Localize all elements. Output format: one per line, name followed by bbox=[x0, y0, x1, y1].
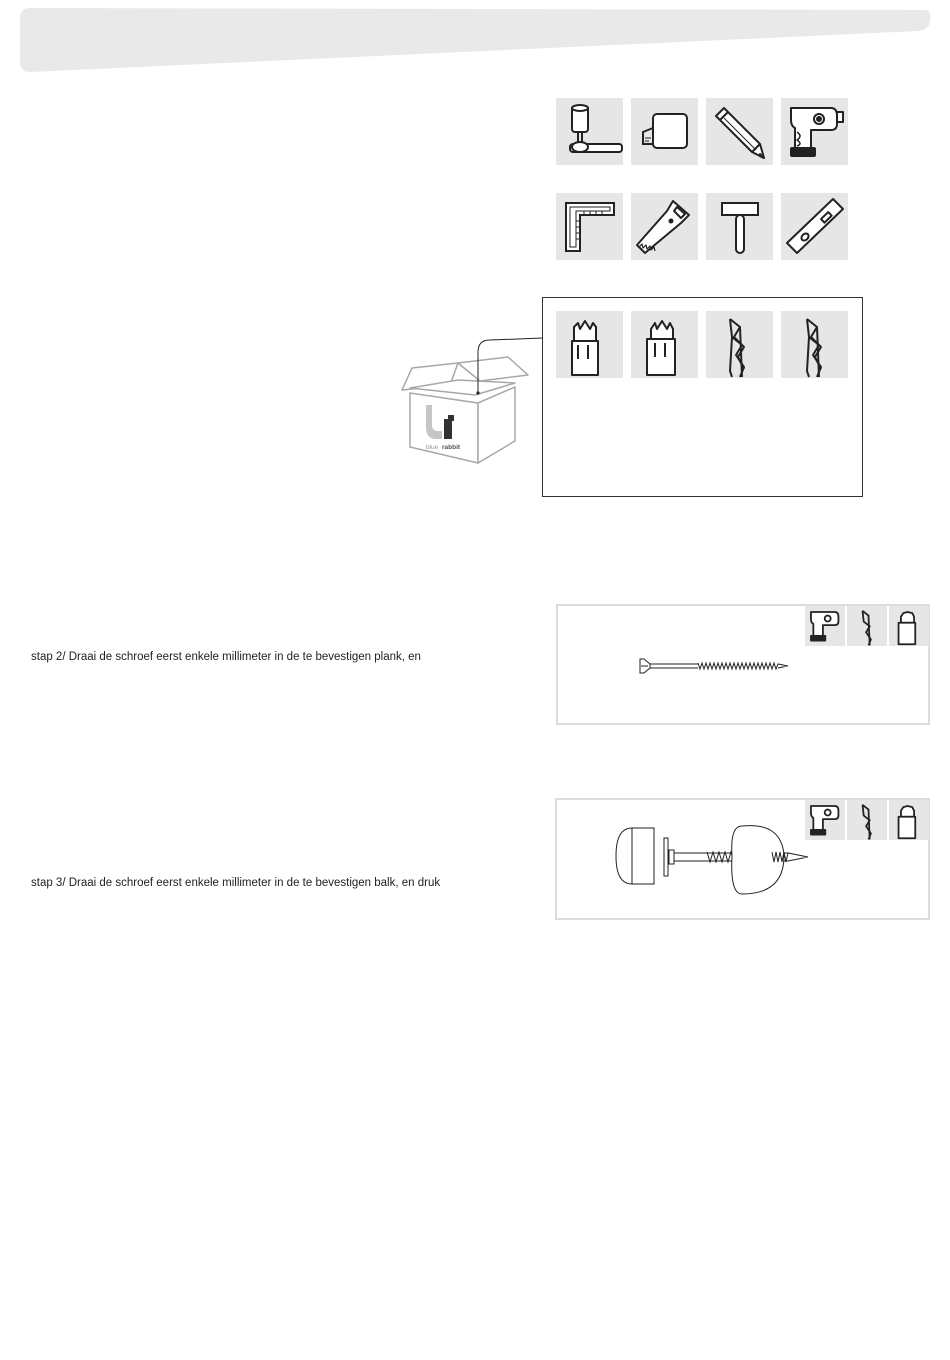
step-3-text: stap 3/ Draai de schroef eerst enkele millimeter in de te bevestigen balk, en druk bbox=[31, 877, 441, 889]
drill-bit-icon bbox=[847, 606, 887, 646]
pencil-icon bbox=[706, 98, 773, 165]
torx-bit-icon bbox=[631, 311, 698, 378]
tool-tile-tape-measure bbox=[631, 98, 698, 165]
tool-tile-socket-wrench bbox=[556, 98, 623, 165]
torx-bit-icon bbox=[889, 606, 929, 646]
power-drill-icon bbox=[781, 98, 848, 165]
step-2-text: stap 2/ Draai de schroef eerst enkele millimeter in de te bevestigen plank, en bbox=[31, 651, 421, 663]
screw-cap-illustration bbox=[612, 822, 832, 902]
bit-tile-drill-2 bbox=[781, 311, 848, 378]
tool-tile-pencil bbox=[706, 98, 773, 165]
spirit-level-icon bbox=[781, 193, 848, 260]
step-2-torxbit-tile bbox=[889, 606, 929, 646]
step-2-drill-tile bbox=[805, 606, 845, 646]
hammer-icon bbox=[706, 193, 773, 260]
step-2-frame bbox=[556, 604, 930, 725]
bit-tile-torx-1 bbox=[556, 311, 623, 378]
tool-tile-spirit-level bbox=[781, 193, 848, 260]
step-3-torxbit-tile bbox=[889, 800, 929, 840]
header-band bbox=[0, 0, 950, 80]
tool-tile-hand-saw bbox=[631, 193, 698, 260]
drill-bit-icon bbox=[781, 311, 848, 378]
hand-saw-icon bbox=[631, 193, 698, 260]
power-drill-icon bbox=[805, 606, 845, 646]
tape-measure-icon bbox=[631, 98, 698, 165]
torx-bit-icon bbox=[556, 311, 623, 378]
try-square-icon bbox=[556, 193, 623, 260]
callout-connector bbox=[470, 330, 550, 395]
tool-tile-hammer bbox=[706, 193, 773, 260]
torx-bit-icon bbox=[889, 800, 929, 840]
socket-wrench-icon bbox=[556, 98, 623, 165]
box-brand-bottom: rabbit bbox=[442, 444, 461, 451]
drill-bit-icon bbox=[847, 800, 887, 840]
tool-tile-try-square bbox=[556, 193, 623, 260]
box-brand-top: blue bbox=[426, 444, 439, 451]
long-screw-illustration bbox=[638, 656, 798, 676]
step-3-frame bbox=[555, 798, 930, 920]
tool-tile-power-drill bbox=[781, 98, 848, 165]
step-2-drillbit-tile bbox=[847, 606, 887, 646]
step-3-drillbit-tile bbox=[847, 800, 887, 840]
bit-tile-drill-1 bbox=[706, 311, 773, 378]
bit-tile-torx-2 bbox=[631, 311, 698, 378]
drill-bit-icon bbox=[706, 311, 773, 378]
